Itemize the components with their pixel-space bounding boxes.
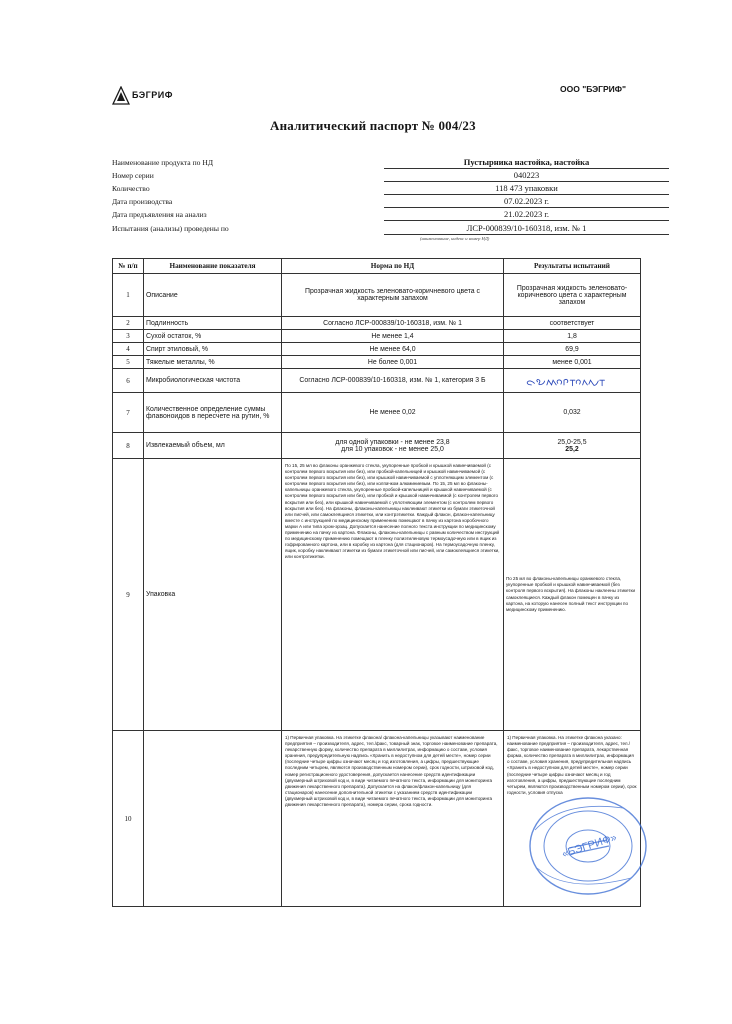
- row-result-handwritten: [504, 369, 641, 393]
- column-header: Норма по НД: [282, 259, 504, 274]
- info-value: 040223: [384, 170, 669, 182]
- info-label: Дата предъявления на анализ: [112, 210, 207, 219]
- row-norm: [282, 433, 504, 459]
- row-norm: Согласно ЛСР-000839/10-160318, изм. № 1: [282, 317, 504, 330]
- info-value: Пустырника настойка, настойка: [384, 157, 669, 169]
- row-result: соответствует: [504, 317, 641, 330]
- row-norm: По 15, 25 мл во флаконы оранжевого стекла, укупоренные пробкой и крышкой навинчиваемой (с контролем первого вскрытия или без), или пробкой-капельницей и крышкой навинчиваемой (с контролем первого вскрытия или без), или крышкой навинчиваемой с уплотняющим элементом (с контролем первого вскрытия или без), или колпачком алюминиевым. По 15, 25 мл во флаконы-капельницы оранжевого стекла, укупоренные пробкой-капельницей и крышкой навинчиваемой (с контролем первого вскрытия или без), или пробкой и крышкой навинчиваемой (с контролем первого вскрытия или без), или крышкой навинчиваемой с уплотняющим элементом (с контролем первого вскрытия или без). На флаконы, флаконы-капельницы наклеивают этикетки из бумаги этикеточной или писчей, или самоклеящиеся этикетки, или контрэтикетки. Каждый флакон, флакон-капельницу вместе с инструкцией по медицинскому применению помещают в пачку из картона коробочного марки А или типа хром-эрзац. Допускается нанесение полного текста инструкции по медицинскому применению на пачку из картона. Флаконы, флаконы-капельницы с равным количеством инструкций по медицинскому применению помещают в пленку полиэтиленовую термоусадочную или в ящик из гофрированного картона, или в коробку из картона (для стационаров). На термоусадочную пленку, ящик, коробку наклеивают этикетки из бумаги этикеточной или писчей, или самоклеящиеся этикетки, или контрэтикетки.: [282, 459, 504, 731]
- table-row: [113, 393, 641, 433]
- column-header: Наименование показателя: [144, 259, 282, 274]
- table-row: [113, 356, 641, 369]
- norm-line: для 10 упаковок - не менее 25,0: [341, 445, 444, 453]
- row-number: 4: [113, 343, 144, 356]
- row-number: 1: [113, 274, 144, 317]
- info-label: Наименование продукта по НД: [112, 158, 213, 167]
- triangle-logo-icon: [112, 86, 130, 106]
- row-norm: Не менее 64,0: [282, 343, 504, 356]
- info-value: 118 473 упаковки: [384, 183, 669, 195]
- stamp-text: «БЭГРИФ»: [560, 831, 619, 861]
- row-name: Тяжелые металлы, %: [144, 356, 282, 369]
- row-number: 10: [113, 731, 144, 907]
- logo-text: БЭГРИФ: [132, 90, 173, 100]
- row-result: 1,8: [504, 330, 641, 343]
- info-value: ЛСР-000839/10-160318, изм. № 1: [384, 223, 669, 235]
- row-number: 7: [113, 393, 144, 433]
- row-result: По 25 мл во флаконы-капельницы оранжевого стекла, укупоренные пробкой и крышкой навинчиваемой (без контроля первого вскрытия). На флаконы наклеены этикетки самоклеящиеся. Каждый флакон помещен в пачку из картона, на которую нанесен полный текст инструкции по медицинскому применению.: [504, 459, 641, 731]
- page-title: Аналитический паспорт № 004/23: [270, 118, 476, 133]
- row-name: Описание: [144, 274, 282, 317]
- info-label: Количество: [112, 184, 150, 193]
- row-result: 69,9: [504, 343, 641, 356]
- company-logo: [112, 86, 202, 108]
- row-number: 6: [113, 369, 144, 393]
- row-norm: Согласно ЛСР-000839/10-160318, изм. № 1, категория 3 Б: [282, 369, 504, 393]
- row-name: Спирт этиловый, %: [144, 343, 282, 356]
- row-norm: Не менее 1,4: [282, 330, 504, 343]
- row-number: 9: [113, 459, 144, 731]
- row-name: Микробиологическая чистота: [144, 369, 282, 393]
- row-number: 8: [113, 433, 144, 459]
- info-value: 07.02.2023 г.: [384, 196, 669, 208]
- table-row: [113, 317, 641, 330]
- table-row: [113, 459, 641, 731]
- info-value: 21.02.2023 г.: [384, 209, 669, 221]
- result-line: 25,2: [565, 445, 579, 453]
- value-note: (наименование, индекс и номер НД): [420, 236, 490, 241]
- row-norm: Не менее 0,02: [282, 393, 504, 433]
- table-row: [113, 433, 641, 459]
- row-norm: Не более 0,001: [282, 356, 504, 369]
- row-name: Извлекаемый объем, мл: [144, 433, 282, 459]
- column-header: № п/п: [113, 259, 144, 274]
- row-number: 5: [113, 356, 144, 369]
- row-norm: 1) Первичная упаковка. На этикетке флакона/ флакона-капельницы указывают наименование предприятия – производителя, адрес, тел./факс, товарный знак, торговое наименование препарата, лекарственную форму, количество препарата в миллилитрах, информацию о составе, условия хранения, предупредительную надпись «Хранить в недоступном для детей месте», номер серии (последние четыре цифры означают месяц и год изготовления, а цифры, предшествующие последним четырем, являются производственным номером серии), срок годности, штриховой код, номер регистрационного удостоверения, допускается нанесение средств идентификации (двухмерный штриховой код и, в виде читаемого печатного текста, информации для мониторинга движения лекарственного препарата). Допускается на флакон/флакон-капельницу (для стационаров) нанесение дополнительной этикетки с указанием средств идентификации (двухмерный штриховой код и, в виде читаемого печатного текста, информации для мониторинга движения лекарственного препарата), номера серии, срока годности.: [282, 731, 504, 907]
- table-row: [113, 330, 641, 343]
- row-number: 3: [113, 330, 144, 343]
- column-header: Результаты испытаний: [504, 259, 641, 274]
- handwritten-result-icon: [506, 374, 636, 388]
- table-header-row: [113, 259, 641, 274]
- company-name: ООО "БЭГРИФ": [560, 84, 627, 94]
- table-row: [113, 343, 641, 356]
- table-row: [113, 369, 641, 393]
- table-row: [113, 274, 641, 317]
- row-result: менее 0,001: [504, 356, 641, 369]
- row-result: Прозрачная жидкость зеленовато-коричневого цвета с характерным запахом: [504, 274, 641, 317]
- row-number: 2: [113, 317, 144, 330]
- row-name: Количественное определение суммы флавоноидов в пересчете на рутин, %: [144, 393, 282, 433]
- row-name: Упаковка: [144, 459, 282, 731]
- row-result: [504, 433, 641, 459]
- norm-line: для одной упаковки - не менее 23,8: [335, 438, 450, 446]
- result-line: 25,0-25,5: [557, 438, 587, 446]
- row-result: 0,032: [504, 393, 641, 433]
- row-name: Подлинность: [144, 317, 282, 330]
- info-label: Номер серии: [112, 171, 154, 180]
- row-norm: Прозрачная жидкость зеленовато-коричневого цвета с характерным запахом: [282, 274, 504, 317]
- info-label: Дата производства: [112, 197, 173, 206]
- info-label: Испытания (анализы) проведены по: [112, 224, 229, 233]
- row-name: Сухой остаток, %: [144, 330, 282, 343]
- row-name: [144, 731, 282, 907]
- row-result: 1) Первичная упаковка. На этикетке флакона указано: наименование предприятия – производителя, адрес, тел./факс, торговое наименование препарата, лекарственная форма, количество препарата в миллилитрах, информация о составе, условия хранения, предупредительная надпись «Хранить в недоступном для детей месте», номер серии (последние четыре цифры означают месяц и год изготовления, а цифры, предшествующие последним четырем, являются производственным номером серии), срок годности, условия отпуска: [504, 731, 641, 907]
